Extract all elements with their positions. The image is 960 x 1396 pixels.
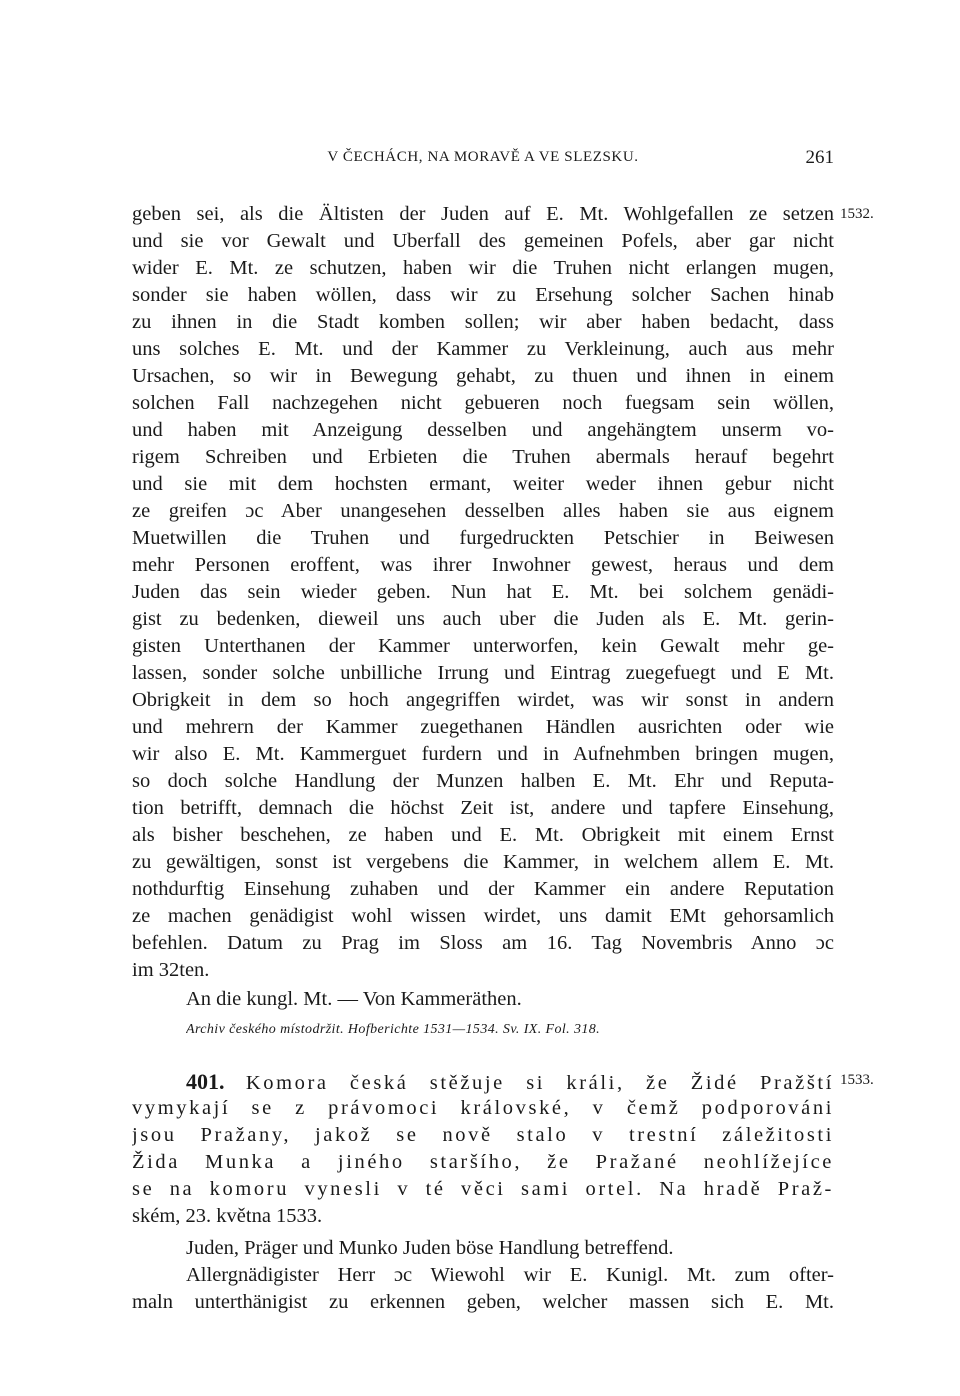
body-line: Muetwillen die Truhen und furgedruckten Petschier in Beiwesen [132,527,834,549]
body-line: und sie vor Gewalt und Uberfall des gemeinen Pofels, aber gar nicht [132,230,834,252]
body-line: solchen Fall nachzegehen nicht gebueren noch fuegsam sein wöllen, [132,392,834,414]
body-line: tion betrifft, demnach die höchst Zeit ist, andere und tapfere Einsehung, [132,797,834,819]
body-line: gisten Unterthanen der Kammer unterworfen, kein Gewalt mehr ge- [132,635,834,657]
body-line: und sie mit dem hochsten ermant, weiter weder ihnen gebur nicht [132,473,834,495]
entry-summary-line: Žida Munka a jiného staršího, že Pražané neohlížejíce [132,1151,834,1173]
body-line: Juden das sein wieder geben. Nun hat E. Mt. bei solchem genädi- [132,581,834,603]
body-line: ze machen genädigist wohl wissen wirdet, uns damit EMt gehorsamlich [132,905,834,927]
archive-source: Archiv českého místodržit. Hofberichte 1531—1534. Sv. IX. Fol. 318. [186,1022,601,1037]
body-line: nothdurftig Einsehung zuhaben und der Kammer ein andere Reputation [132,878,834,900]
document-text-line: maln unterthänigist zu erkennen geben, welcher massen sich E. Mt. [132,1291,834,1313]
margin-year-1532: 1532. [840,206,874,222]
body-line: befehlen. Datum zu Prag im Sloss am 16. Tag Novembris Anno ɔc [132,932,834,954]
document-title: Juden, Präger und Munko Juden böse Handlung betreffend. [186,1237,674,1259]
entry-summary-line-1 [186,1068,834,1095]
body-line-last: im 32ten. [132,959,210,981]
page-number: 261 [805,147,834,168]
entry-number: 401. [186,1069,225,1094]
body-line: zu gewältigen, sonst ist vergebens die Kammer, in welchem allem E. Mt. [132,851,834,873]
entry-summary-line: se na komoru vynesli v té věci sami ortel. Na hradě Praž- [132,1178,834,1200]
body-line: und mehrern der Kammer zuegethanen Händlen ausrichten oder wie [132,716,834,738]
body-line: uns solches E. Mt. und der Kammer zu Verkleinung, auch aus mehr [132,338,834,360]
body-line: geben sei, als die Ältisten der Juden auf E. Mt. Wohlgefallen ze setzen [132,203,834,225]
margin-year-1533: 1533. [840,1072,874,1088]
body-line: wider E. Mt. ze schutzen, haben wir die Truhen nicht erlangen mugen, [132,257,834,279]
body-line: zu ihnen in die Stadt komben sollen; wir aber haben bedacht, dass [132,311,834,333]
running-title: V ČECHÁCH, NA MORAVĚ A VE SLEZSKU. [327,149,639,165]
body-line: als bisher beschehen, ze haben und E. Mt. Obrigkeit mit einem Ernst [132,824,834,846]
body-line: wir also E. Mt. Kammerguet furdern und in Aufnehmben bringen mugen, [132,743,834,765]
body-line: sonder sie haben wöllen, dass wir zu Ersehung solcher Sachen hinab [132,284,834,306]
body-line: mehr Personen eroffent, was ihrer Inwohner gewest, heraus und dem [132,554,834,576]
body-line: gist zu bedenken, dieweil uns auch uber die Juden als E. Mt. gerin- [132,608,834,630]
address-line: An die kungl. Mt. — Von Kammeräthen. [186,988,522,1010]
body-line: so doch solche Handlung der Munzen halben E. Mt. Ehr und Reputa- [132,770,834,792]
body-line: rigem Schreiben und Erbieten die Truhen abermals herauf begehrt [132,446,834,468]
entry-summary-text: Komora česká stěžuje si králi, že Židé Pražští [245,1072,834,1094]
entry-summary-line: vymykají se z právomoci královské, v čemž podporováni [132,1097,834,1119]
entry-summary-line: jsou Pražany, jakož se nově stalo v trestní záležitosti [132,1124,834,1146]
body-line: Obrigkeit in dem so hoch angegriffen wirdet, was wir sonst in andern [132,689,834,711]
body-line: lassen, sonder solche unbilliche Irrung und Eintrag zuegefuegt und E Mt. [132,662,834,684]
entry-summary-last-line: ském, 23. května 1533. [132,1205,323,1227]
body-line: ze greifen ɔc Aber unangesehen desselben alles haben sie aus eignem [132,500,834,522]
body-line: Ursachen, so wir in Bewegung gehabt, zu thuen und ihnen in einem [132,365,834,387]
document-text-line: Allergnädigister Herr ɔc Wiewohl wir E. Kunigl. Mt. zum ofter- [186,1264,834,1286]
body-line: und haben mit Anzeigung desselben und angehängtem unserm vo- [132,419,834,441]
page-header [132,147,834,171]
